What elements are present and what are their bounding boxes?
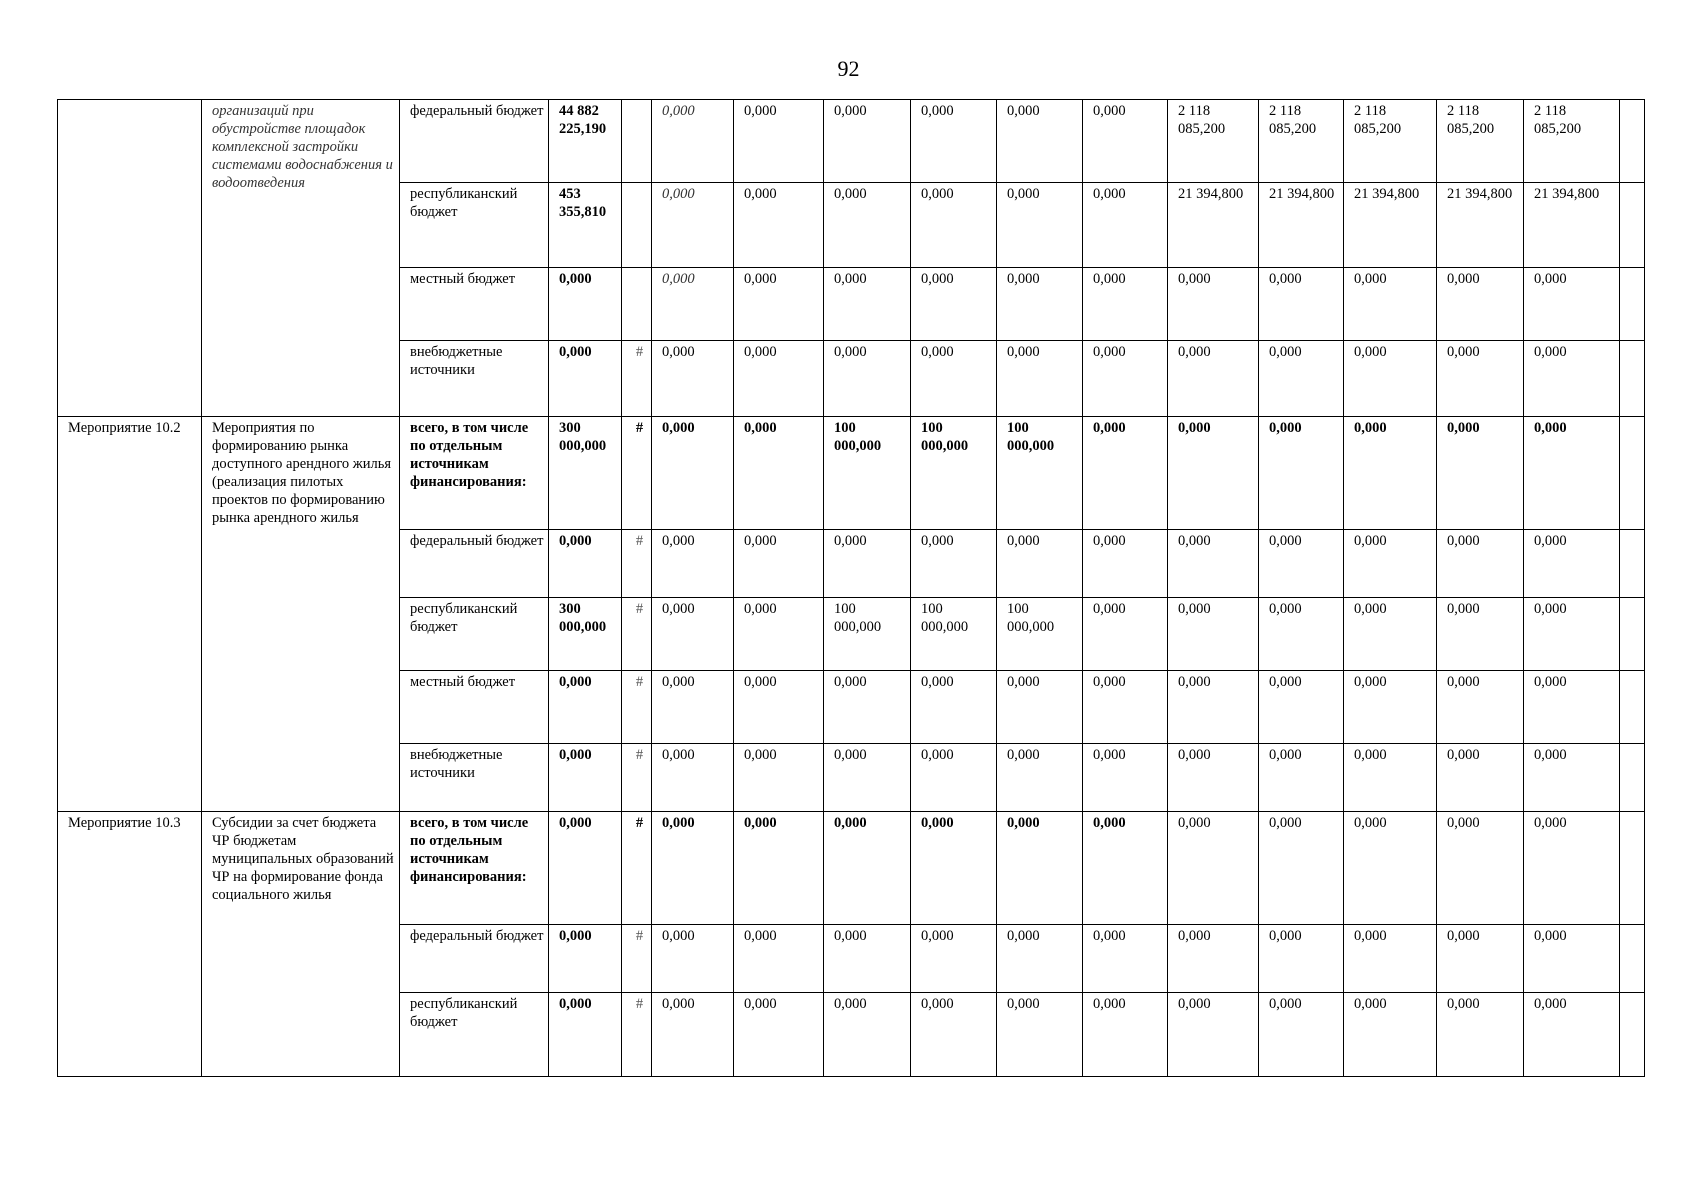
funding-source: внебюджетные источники: [400, 341, 549, 417]
year-value: 0,000: [1437, 341, 1524, 417]
year-value: 0,000: [1168, 671, 1259, 744]
year-value: 0,000: [734, 183, 824, 268]
year-value: 100 000,000: [824, 598, 911, 671]
year-value: 0,000: [734, 417, 824, 530]
year-value: 0,000: [734, 598, 824, 671]
marker-cell: #: [622, 993, 652, 1077]
year-value: 0,000: [652, 100, 734, 183]
year-value: 0,000: [734, 925, 824, 993]
activity-number: [58, 100, 202, 417]
year-value: 0,000: [997, 744, 1083, 812]
year-value: 0,000: [824, 100, 911, 183]
year-value: 0,000: [1083, 530, 1168, 598]
year-value: 21 394,800: [1437, 183, 1524, 268]
marker-cell: [622, 100, 652, 183]
marker-cell: [622, 183, 652, 268]
year-value: 0,000: [1524, 925, 1620, 993]
year-value: 0,000: [1259, 598, 1344, 671]
year-value: 0,000: [824, 530, 911, 598]
year-value: 0,000: [1083, 341, 1168, 417]
year-value: 100 000,000: [824, 417, 911, 530]
year-value: 0,000: [1437, 744, 1524, 812]
year-value: 0,000: [1437, 812, 1524, 925]
total-value: 44 882 225,190: [549, 100, 622, 183]
marker-cell: #: [622, 530, 652, 598]
year-value: 0,000: [734, 530, 824, 598]
year-value: 0,000: [824, 268, 911, 341]
year-value: 0,000: [911, 268, 997, 341]
funding-source: республиканский бюджет: [400, 183, 549, 268]
year-value: 0,000: [1344, 812, 1437, 925]
year-value: 0,000: [911, 993, 997, 1077]
year-value: 0,000: [1083, 268, 1168, 341]
year-value: 0,000: [1437, 671, 1524, 744]
empty-cell: [1620, 744, 1645, 812]
empty-cell: [1620, 925, 1645, 993]
year-value: 0,000: [997, 183, 1083, 268]
year-value: 0,000: [1524, 993, 1620, 1077]
year-value: 0,000: [1344, 993, 1437, 1077]
year-value: 0,000: [734, 993, 824, 1077]
empty-cell: [1620, 100, 1645, 183]
year-value: 0,000: [911, 530, 997, 598]
marker-cell: #: [622, 598, 652, 671]
year-value: 21 394,800: [1524, 183, 1620, 268]
year-value: 0,000: [1259, 744, 1344, 812]
budget-table: [57, 99, 1645, 1077]
year-value: 0,000: [1524, 417, 1620, 530]
year-value: 0,000: [652, 744, 734, 812]
total-value: 0,000: [549, 993, 622, 1077]
year-value: 0,000: [1083, 598, 1168, 671]
year-value: 0,000: [997, 812, 1083, 925]
year-value: 0,000: [734, 268, 824, 341]
year-value: 0,000: [1168, 417, 1259, 530]
year-value: 0,000: [652, 183, 734, 268]
empty-cell: [1620, 812, 1645, 925]
year-value: 0,000: [997, 530, 1083, 598]
year-value: 0,000: [1524, 744, 1620, 812]
year-value: 0,000: [652, 671, 734, 744]
year-value: 0,000: [1344, 598, 1437, 671]
year-value: 0,000: [1083, 925, 1168, 993]
year-value: 0,000: [911, 183, 997, 268]
year-value: 0,000: [997, 925, 1083, 993]
total-value: 0,000: [549, 744, 622, 812]
year-value: 0,000: [734, 812, 824, 925]
total-value: 300 000,000: [549, 417, 622, 530]
year-value: 0,000: [1344, 530, 1437, 598]
year-value: 21 394,800: [1259, 183, 1344, 268]
year-value: 2 118 085,200: [1344, 100, 1437, 183]
year-value: 2 118 085,200: [1168, 100, 1259, 183]
total-value: 0,000: [549, 925, 622, 993]
funding-source: внебюджетные источники: [400, 744, 549, 812]
activity-name: Субсидии за счет бюджета ЧР бюджетам муниципальных образований ЧР на формирование фонда социального жилья: [202, 812, 400, 1077]
year-value: 0,000: [824, 925, 911, 993]
empty-cell: [1620, 530, 1645, 598]
table-row: [58, 812, 1645, 925]
year-value: 0,000: [1437, 993, 1524, 1077]
marker-cell: [622, 268, 652, 341]
year-value: 0,000: [1437, 598, 1524, 671]
year-value: 0,000: [997, 671, 1083, 744]
activity-name: Мероприятия по формированию рынка доступного арендного жилья (реализация пилотых проектов по формированию рынка арендного жилья: [202, 417, 400, 812]
total-value: 453 355,810: [549, 183, 622, 268]
marker-cell: #: [622, 925, 652, 993]
year-value: 0,000: [1168, 993, 1259, 1077]
year-value: 0,000: [911, 671, 997, 744]
year-value: 0,000: [1437, 530, 1524, 598]
year-value: 0,000: [1524, 268, 1620, 341]
year-value: 0,000: [1259, 268, 1344, 341]
year-value: 0,000: [1437, 417, 1524, 530]
marker-cell: #: [622, 341, 652, 417]
year-value: 0,000: [734, 341, 824, 417]
year-value: 0,000: [652, 268, 734, 341]
year-value: 0,000: [734, 671, 824, 744]
year-value: 0,000: [652, 417, 734, 530]
year-value: 0,000: [652, 341, 734, 417]
year-value: 2 118 085,200: [1524, 100, 1620, 183]
year-value: 0,000: [652, 925, 734, 993]
year-value: 0,000: [1259, 993, 1344, 1077]
year-value: 100 000,000: [997, 417, 1083, 530]
empty-cell: [1620, 993, 1645, 1077]
activity-name: организаций при обустройстве площадок комплексной застройки системами водоснабжения и водоотведения: [202, 100, 400, 417]
page-number: 92: [837, 56, 860, 81]
year-value: 0,000: [824, 341, 911, 417]
year-value: 0,000: [1168, 812, 1259, 925]
year-value: 0,000: [652, 993, 734, 1077]
year-value: 100 000,000: [911, 417, 997, 530]
funding-source: всего, в том числе по отдельным источникам финансирования:: [400, 417, 549, 530]
empty-cell: [1620, 183, 1645, 268]
year-value: 2 118 085,200: [1437, 100, 1524, 183]
year-value: 0,000: [1168, 598, 1259, 671]
year-value: 2 118 085,200: [1259, 100, 1344, 183]
year-value: 0,000: [1168, 744, 1259, 812]
marker-cell: #: [622, 812, 652, 925]
funding-source: федеральный бюджет: [400, 530, 549, 598]
funding-source: всего, в том числе по отдельным источникам финансирования:: [400, 812, 549, 925]
year-value: 0,000: [1259, 925, 1344, 993]
total-value: 0,000: [549, 671, 622, 744]
year-value: 0,000: [1083, 183, 1168, 268]
year-value: 0,000: [1344, 671, 1437, 744]
year-value: 0,000: [652, 598, 734, 671]
year-value: 0,000: [824, 993, 911, 1077]
marker-cell: #: [622, 744, 652, 812]
year-value: 0,000: [997, 268, 1083, 341]
year-value: 0,000: [1168, 341, 1259, 417]
year-value: 0,000: [1344, 341, 1437, 417]
year-value: 0,000: [1344, 268, 1437, 341]
marker-cell: #: [622, 671, 652, 744]
year-value: 0,000: [1524, 812, 1620, 925]
year-value: 21 394,800: [1344, 183, 1437, 268]
year-value: 0,000: [1168, 268, 1259, 341]
year-value: 0,000: [1524, 598, 1620, 671]
year-value: 0,000: [1083, 744, 1168, 812]
year-value: 0,000: [1344, 925, 1437, 993]
table-row: [58, 100, 1645, 183]
empty-cell: [1620, 671, 1645, 744]
funding-source: местный бюджет: [400, 268, 549, 341]
year-value: 0,000: [997, 993, 1083, 1077]
year-value: 0,000: [1437, 925, 1524, 993]
year-value: 0,000: [1524, 341, 1620, 417]
year-value: 0,000: [1083, 993, 1168, 1077]
year-value: 0,000: [824, 744, 911, 812]
year-value: 0,000: [1524, 671, 1620, 744]
year-value: 0,000: [734, 100, 824, 183]
funding-source: федеральный бюджет: [400, 925, 549, 993]
empty-cell: [1620, 268, 1645, 341]
year-value: 0,000: [824, 812, 911, 925]
year-value: 0,000: [997, 100, 1083, 183]
year-value: 0,000: [652, 812, 734, 925]
year-value: 0,000: [1259, 530, 1344, 598]
year-value: 0,000: [1524, 530, 1620, 598]
empty-cell: [1620, 341, 1645, 417]
year-value: 0,000: [1259, 671, 1344, 744]
year-value: 0,000: [1083, 671, 1168, 744]
total-value: 300 000,000: [549, 598, 622, 671]
year-value: 0,000: [911, 744, 997, 812]
year-value: 0,000: [1083, 100, 1168, 183]
funding-source: республиканский бюджет: [400, 598, 549, 671]
marker-cell: #: [622, 417, 652, 530]
year-value: 0,000: [1083, 812, 1168, 925]
year-value: 0,000: [1259, 417, 1344, 530]
year-value: 0,000: [911, 812, 997, 925]
year-value: 21 394,800: [1168, 183, 1259, 268]
table-row: [58, 417, 1645, 530]
year-value: 0,000: [911, 925, 997, 993]
year-value: 0,000: [1437, 268, 1524, 341]
year-value: 0,000: [1344, 744, 1437, 812]
total-value: 0,000: [549, 530, 622, 598]
activity-number: Мероприятие 10.2: [58, 417, 202, 812]
year-value: 0,000: [1168, 925, 1259, 993]
year-value: 0,000: [1344, 417, 1437, 530]
total-value: 0,000: [549, 341, 622, 417]
funding-source: федеральный бюджет: [400, 100, 549, 183]
total-value: 0,000: [549, 812, 622, 925]
year-value: 0,000: [997, 341, 1083, 417]
year-value: 0,000: [1168, 530, 1259, 598]
empty-cell: [1620, 417, 1645, 530]
year-value: 0,000: [911, 341, 997, 417]
year-value: 0,000: [824, 183, 911, 268]
activity-number: Мероприятие 10.3: [58, 812, 202, 1077]
year-value: 0,000: [824, 671, 911, 744]
funding-source: республиканский бюджет: [400, 993, 549, 1077]
empty-cell: [1620, 598, 1645, 671]
year-value: 0,000: [1259, 812, 1344, 925]
year-value: 0,000: [652, 530, 734, 598]
funding-source: местный бюджет: [400, 671, 549, 744]
year-value: 0,000: [911, 100, 997, 183]
total-value: 0,000: [549, 268, 622, 341]
year-value: 100 000,000: [997, 598, 1083, 671]
year-value: 0,000: [1083, 417, 1168, 530]
year-value: 0,000: [734, 744, 824, 812]
year-value: 0,000: [1259, 341, 1344, 417]
year-value: 100 000,000: [911, 598, 997, 671]
